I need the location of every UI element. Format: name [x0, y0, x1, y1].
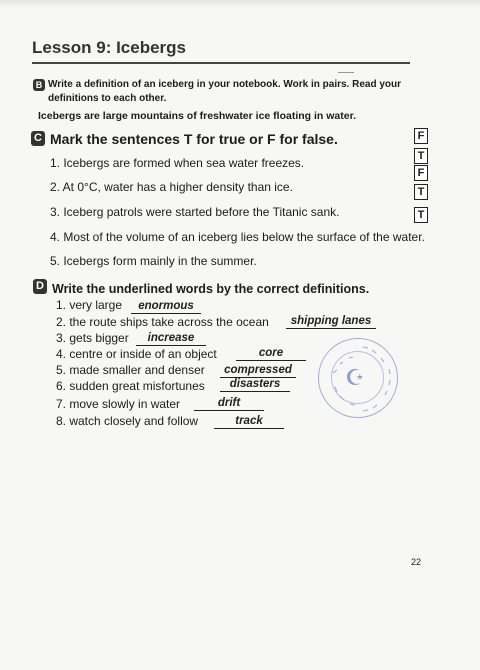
tf-item-4: 4. Most of the volume of an iceberg lies below the surface of the water.	[50, 230, 425, 244]
section-d-badge: D	[33, 279, 47, 294]
answer-blank-3[interactable]: increase	[136, 332, 206, 346]
section-b-instruction: Write a definition of an iceberg in your notebook. Work in pairs. Read your definitions to each other.	[48, 79, 402, 104]
definition-item-1: 1. very large	[56, 298, 123, 312]
section-c-heading: Mark the sentences T for true or F for false.	[50, 131, 338, 147]
page-top-edge	[0, 0, 480, 8]
definition-item-4: 4. centre or inside of an object	[56, 347, 217, 361]
definition-item-3: 3. gets bigger	[56, 331, 129, 345]
definition-item-6: 6. sudden great misfortunes	[56, 379, 205, 393]
official-stamp	[318, 338, 398, 418]
answer-blank-4[interactable]: core	[236, 347, 306, 361]
tf-answer-box-2[interactable]: T	[414, 148, 428, 164]
title-underline	[32, 62, 410, 64]
page-number: 22	[411, 557, 422, 567]
tf-item-3: 3. Iceberg patrols were started before the Titanic sank.	[50, 205, 340, 219]
faint-mark	[338, 72, 354, 73]
tf-answer-box-5[interactable]: T	[414, 207, 428, 223]
section-b-definition: Icebergs are large mountains of freshwater ice floating in water.	[38, 110, 357, 122]
tf-answer-box-1[interactable]: F	[414, 128, 428, 144]
section-d-heading: Write the underlined words by the correct definitions.	[52, 282, 370, 296]
definition-item-7: 7. move slowly in water	[56, 397, 181, 411]
section-c-badge: C	[31, 131, 45, 146]
tf-item-5: 5. Icebergs form mainly in the summer.	[50, 254, 257, 268]
tf-answer-box-4[interactable]: T	[414, 184, 428, 200]
tf-item-1: 1. Icebergs are formed when sea water freezes.	[50, 156, 305, 170]
definition-item-8: 8. watch closely and follow	[56, 414, 199, 428]
answer-blank-8[interactable]: track	[214, 415, 284, 429]
crescent-star-icon: ☪	[345, 365, 365, 390]
answer-blank-5[interactable]: compressed	[220, 364, 296, 378]
answer-blank-6[interactable]: disasters	[220, 378, 290, 392]
definition-item-5: 5. made smaller and denser	[56, 363, 205, 377]
definition-item-2: 2. the route ships take across the ocean	[56, 315, 269, 329]
tf-answer-box-3[interactable]: F	[414, 165, 428, 181]
tf-item-2: 2. At 0°C, water has a higher density than ice.	[50, 180, 293, 194]
answer-blank-1[interactable]: enormous	[131, 300, 201, 314]
answer-blank-7[interactable]: drift	[194, 397, 264, 411]
page-title: Lesson 9: Icebergs	[32, 38, 187, 57]
section-b-badge: B	[33, 79, 45, 91]
answer-blank-2[interactable]: shipping lanes	[286, 315, 376, 329]
